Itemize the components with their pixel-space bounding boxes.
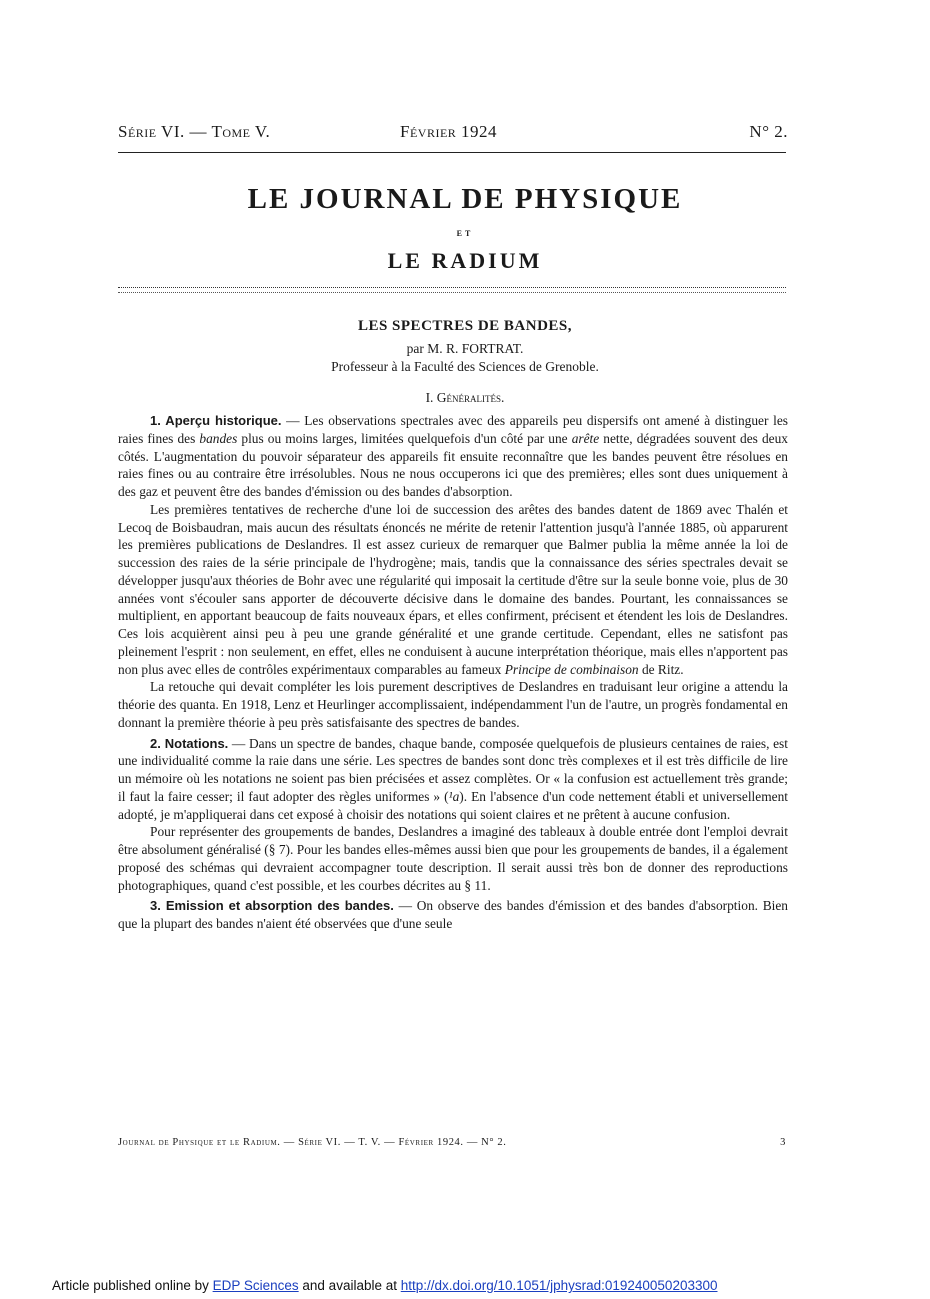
paragraph-text: ). En l'absence d'un code nettement établi et universellement adopté, je m'appliquerai dans cet exposé à choisir des notations qui soient claires et ne prêtent à aucune confusion. — [118, 788, 788, 822]
paragraph-text: Les premières tentatives de recherche d'une loi de succession des arêtes des bandes datent de 1869 avec Thalén et Lecoq de Boisbaudran, mais aucun des résultats énoncés ne mérite de retenir l'attention jusqu'à l'année 1885, où apparurent les premières publications de Deslandres. Il est assez curieux de remarquer que Balmer publia la même année la loi de succession des raies de la série principale de l'hydrogène; mais, tandis que la connaissance des séries spectrales devait se développer jusqu'aux théories de Bohr avec une régularité qui imposait la certitude d'être sur la seule bonne voie, plus de 30 années vont s'écouler sans apporter de découverte décisive dans le domaine des bandes. Pourtant, les connaissances se multiplient, en apportant beaucoup de faits nouveaux épars, et elles confirment, précisent et étendent les lois de Deslandres. Ces lois acquièrent ainsi peu à peu une grande généralité et une grande certitude. Cependant, elles ne satisfont pas pleinement l'esprit : non seulement, en effet, elles ne conduisent à aucune interprétation théorique, mais elles n'apportent pas non plus avec elles de contrôles expérimentaux comparables au fameux — [118, 501, 788, 677]
paragraph-historique — [118, 412, 788, 501]
article-body — [118, 412, 788, 933]
author-affiliation: Professeur à la Faculté des Sciences de Grenoble. — [331, 359, 599, 374]
paragraph-text: de Ritz. — [638, 661, 684, 677]
footer-citation: Journal de Physique et le Radium. — Série VI. — T. V. — Février 1924. — N° 2. — [118, 1137, 507, 1148]
doi-link[interactable]: http://dx.doi.org/10.1051/jphysrad:019240050203300 — [400, 1278, 718, 1293]
running-header — [118, 122, 788, 144]
subsection-heading: 2. Notations. — [150, 735, 229, 751]
header-issue-number: N° 2. — [749, 122, 788, 141]
notice-text: Article published online by — [52, 1278, 213, 1293]
journal-title: LE JOURNAL DE PHYSIQUE — [247, 183, 683, 215]
journal-conjunction: ET — [456, 229, 474, 238]
journal-subtitle: LE RADIUM — [387, 248, 543, 273]
italic-term: Principe de combinaison — [504, 661, 639, 677]
paragraph-notations — [118, 735, 788, 824]
paragraph-text: — Dans un spectre de bandes, chaque bande, composée quelquefois de plusieurs centaines de raies, est une individualité comme la raie dans une série. Les spectres de bandes sont donc très complexes et il est très difficile de lire un mémoire où les notations ne soient pas bien précisées et assez complètes. Or « la confusion est actuellement très grande; il faut la faire cesser; il faut adopter des règles uniformes » ( — [118, 735, 788, 804]
paragraph-emission — [118, 897, 788, 933]
paragraph-groupements: Pour représenter des groupements de bandes, Deslandres a imaginé des tableaux à double entrée dont l'emploi devrait être absolument généralisé (§ 7). Pour les bandes elles-mêmes aussi bien que pour les groupements de bandes, il a également proposé des schémas qui devraient accompagner toute description. Il serait aussi très bon de donner des reproductions photographiques, quand c'est possible, et les courbes décrites au § 11. — [118, 824, 788, 893]
paragraph-tentatives — [118, 501, 788, 679]
article-title: LES SPECTRES DE BANDES, — [357, 318, 573, 334]
header-rule — [118, 152, 786, 153]
paragraph-text: plus ou moins larges, limitées quelquefois d'un côté par une — [237, 430, 572, 446]
article-byline: par M. R. FORTRAT. — [406, 341, 524, 356]
citation-ref: ¹a — [448, 788, 460, 804]
running-footer — [118, 1137, 788, 1151]
page-number: 3 — [780, 1137, 786, 1148]
notice-text: and available at — [298, 1278, 401, 1293]
italic-term: arête — [571, 430, 600, 446]
paragraph-text: — Les observations spectrales avec des appareils peu dispersifs ont amené à distinguer les raies fines des — [118, 413, 788, 446]
publisher-link[interactable]: EDP Sciences — [212, 1278, 299, 1293]
section-heading: I. Généralités. — [425, 390, 505, 405]
subsection-heading: 1. Aperçu historique. — [150, 413, 282, 428]
paragraph-retouche: La retouche qui devait compléter les lois purement descriptives de Deslandres en traduisant leur origine a attendu la théorie des quanta. En 1918, Lenz et Heurlinger accomplissaient, indépendamment l'un de l'autre, un progrès fondamental en donnant la première théorie à peu près satisfaisante des spectres de bandes. — [118, 679, 788, 730]
italic-term: bandes — [199, 430, 238, 446]
header-series: Série VI. — Tome V. — [118, 122, 271, 141]
subsection-heading: 3. Emission et absorption des bandes. — [150, 898, 394, 914]
title-ornamental-rule — [118, 287, 786, 293]
publication-notice — [52, 1278, 718, 1293]
header-date: Février 1924 — [400, 122, 498, 141]
paragraph-text: — On observe des bandes d'émission et des bandes d'absorption. Bien que la plupart des bandes n'aient été observées que d'une seule — [118, 898, 789, 931]
paragraph-text: nette, dégradées souvent des deux côtés. L'augmentation du pouvoir séparateur des appareils fit ensuite reconnaître que les bandes peuvent être résolues en raies fines ou au contraire être irrésolubles. Nous ne nous occuperons ici que des premières; elles sont dues uniquement à des gaz et peuvent être des bandes d'émission ou des bandes d'absorption. — [118, 430, 788, 499]
